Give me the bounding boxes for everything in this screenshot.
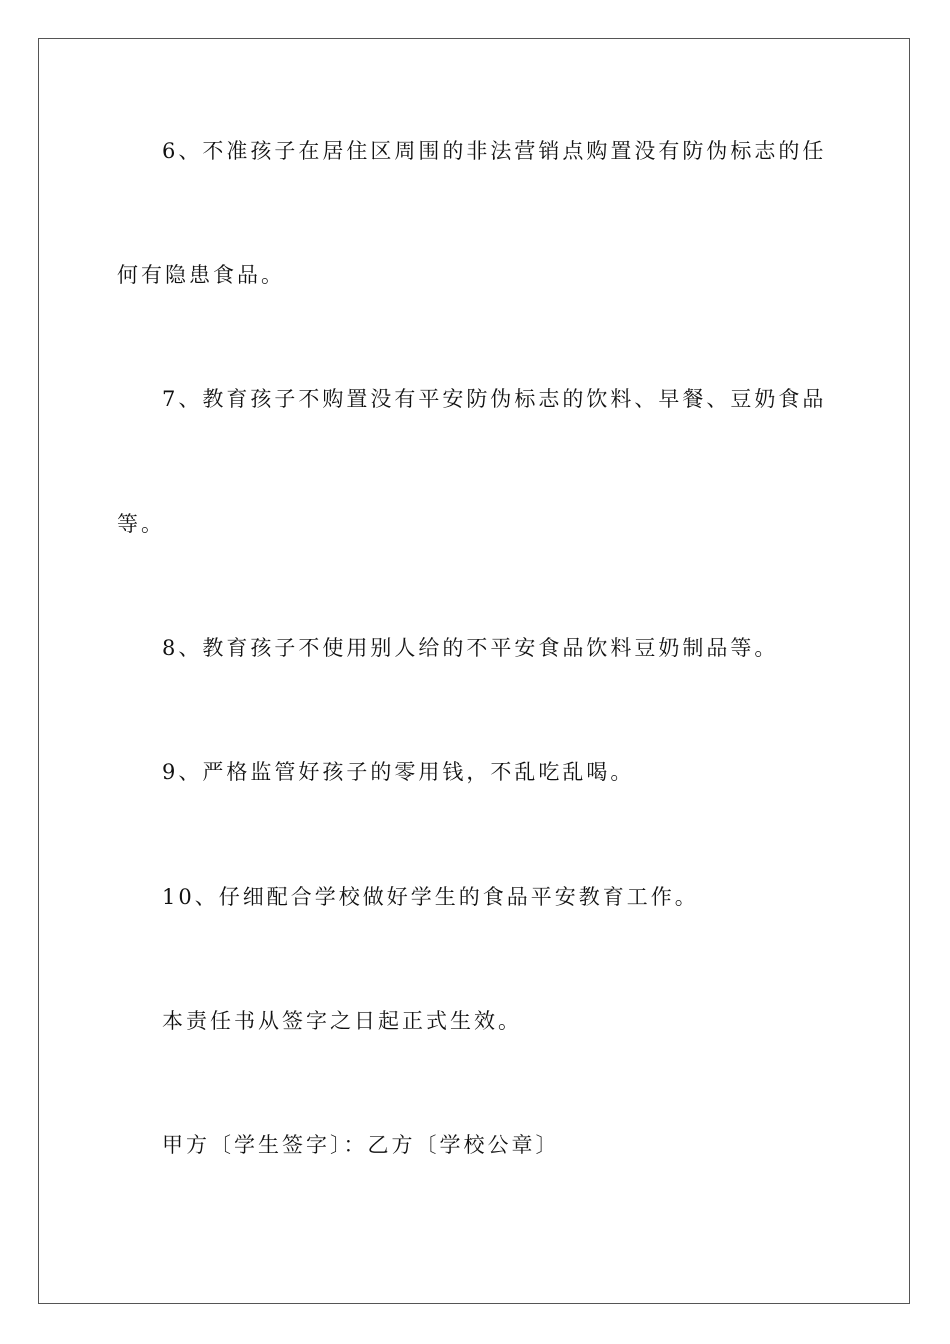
item-6-text: 6、不准孩子在居住区周围的非法营销点购置没有防伪标志的任 xyxy=(162,139,827,163)
item-7-text: 7、教育孩子不购置没有平安防伪标志的饮料、早餐、豆奶食品 xyxy=(162,387,827,411)
item-10-text: 10、仔细配合学校做好学生的食品平安教育工作。 xyxy=(162,885,699,909)
effective-statement: 本责任书从签字之日起正式生效。 xyxy=(162,1009,522,1033)
signature-line: 甲方〔学生签字〕：乙方〔学校公章〕 xyxy=(162,1133,560,1157)
item-7-continuation: 等。 xyxy=(117,512,165,536)
item-9-text: 9、严格监管好孩子的零用钱，不乱吃乱喝。 xyxy=(162,760,635,784)
page-border xyxy=(38,38,910,1304)
item-8-text: 8、教育孩子不使用别人给的不平安食品饮料豆奶制品等。 xyxy=(162,636,779,660)
item-6-continuation: 何有隐患食品。 xyxy=(117,263,285,287)
